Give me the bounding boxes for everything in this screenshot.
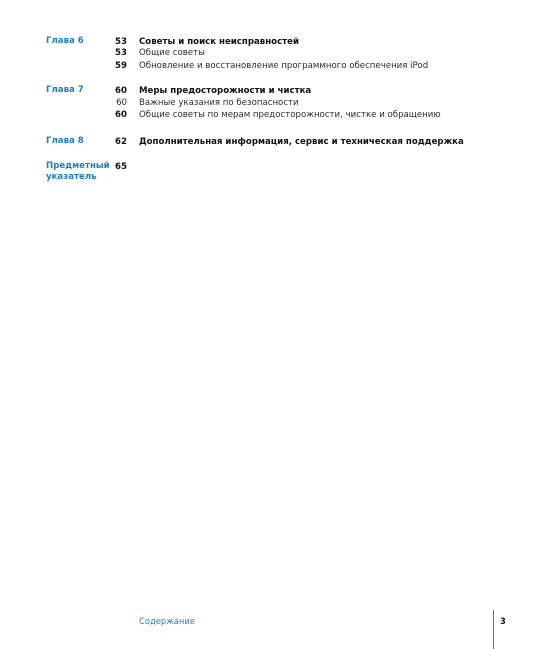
toc-page-number: 65 — [115, 162, 127, 172]
toc-entry-heading[interactable] — [0, 136, 539, 148]
toc-entry-heading[interactable] — [0, 161, 539, 173]
footer-divider — [493, 610, 494, 649]
index-label-line: указатель — [46, 172, 97, 182]
toc-entry-title: Советы и поиск неисправностей — [139, 37, 299, 47]
toc-page-number: 60 — [115, 86, 127, 96]
toc-entry-title: Обновление и восстановление программного обеспечения iPod — [139, 61, 429, 71]
chapter-label: Глава 7 — [46, 85, 84, 95]
toc-entry-title: Важные указания по безопасности — [139, 98, 299, 108]
toc-entry[interactable] — [0, 60, 539, 72]
toc-page-number: 53 — [115, 48, 127, 58]
index-label-line: Предметный — [46, 161, 110, 171]
toc-page-number: 53 — [115, 37, 127, 47]
toc-page-number: 62 — [115, 137, 127, 147]
toc-entry[interactable] — [0, 47, 539, 59]
toc-page-number: 60 — [116, 98, 127, 108]
toc-page-number: 60 — [115, 110, 127, 120]
footer-section-title: Содержание — [139, 616, 195, 626]
toc-entry-title: Дополнительная информация, сервис и техническая поддержка — [139, 137, 464, 147]
toc-entry-title: Меры предосторожности и чистка — [139, 86, 312, 96]
toc-entry[interactable] — [0, 97, 539, 109]
toc-entry-title: Общие советы — [139, 48, 205, 58]
toc-entry-heading[interactable] — [0, 85, 539, 97]
toc-page-number: 59 — [115, 61, 127, 71]
toc-entry[interactable] — [0, 109, 539, 121]
toc-entry-title: Общие советы по мерам предосторожности, чистке и обращению — [139, 110, 441, 120]
footer-page-number: 3 — [500, 616, 506, 626]
chapter-label: Глава 6 — [46, 36, 84, 46]
chapter-label: Глава 8 — [46, 136, 84, 146]
